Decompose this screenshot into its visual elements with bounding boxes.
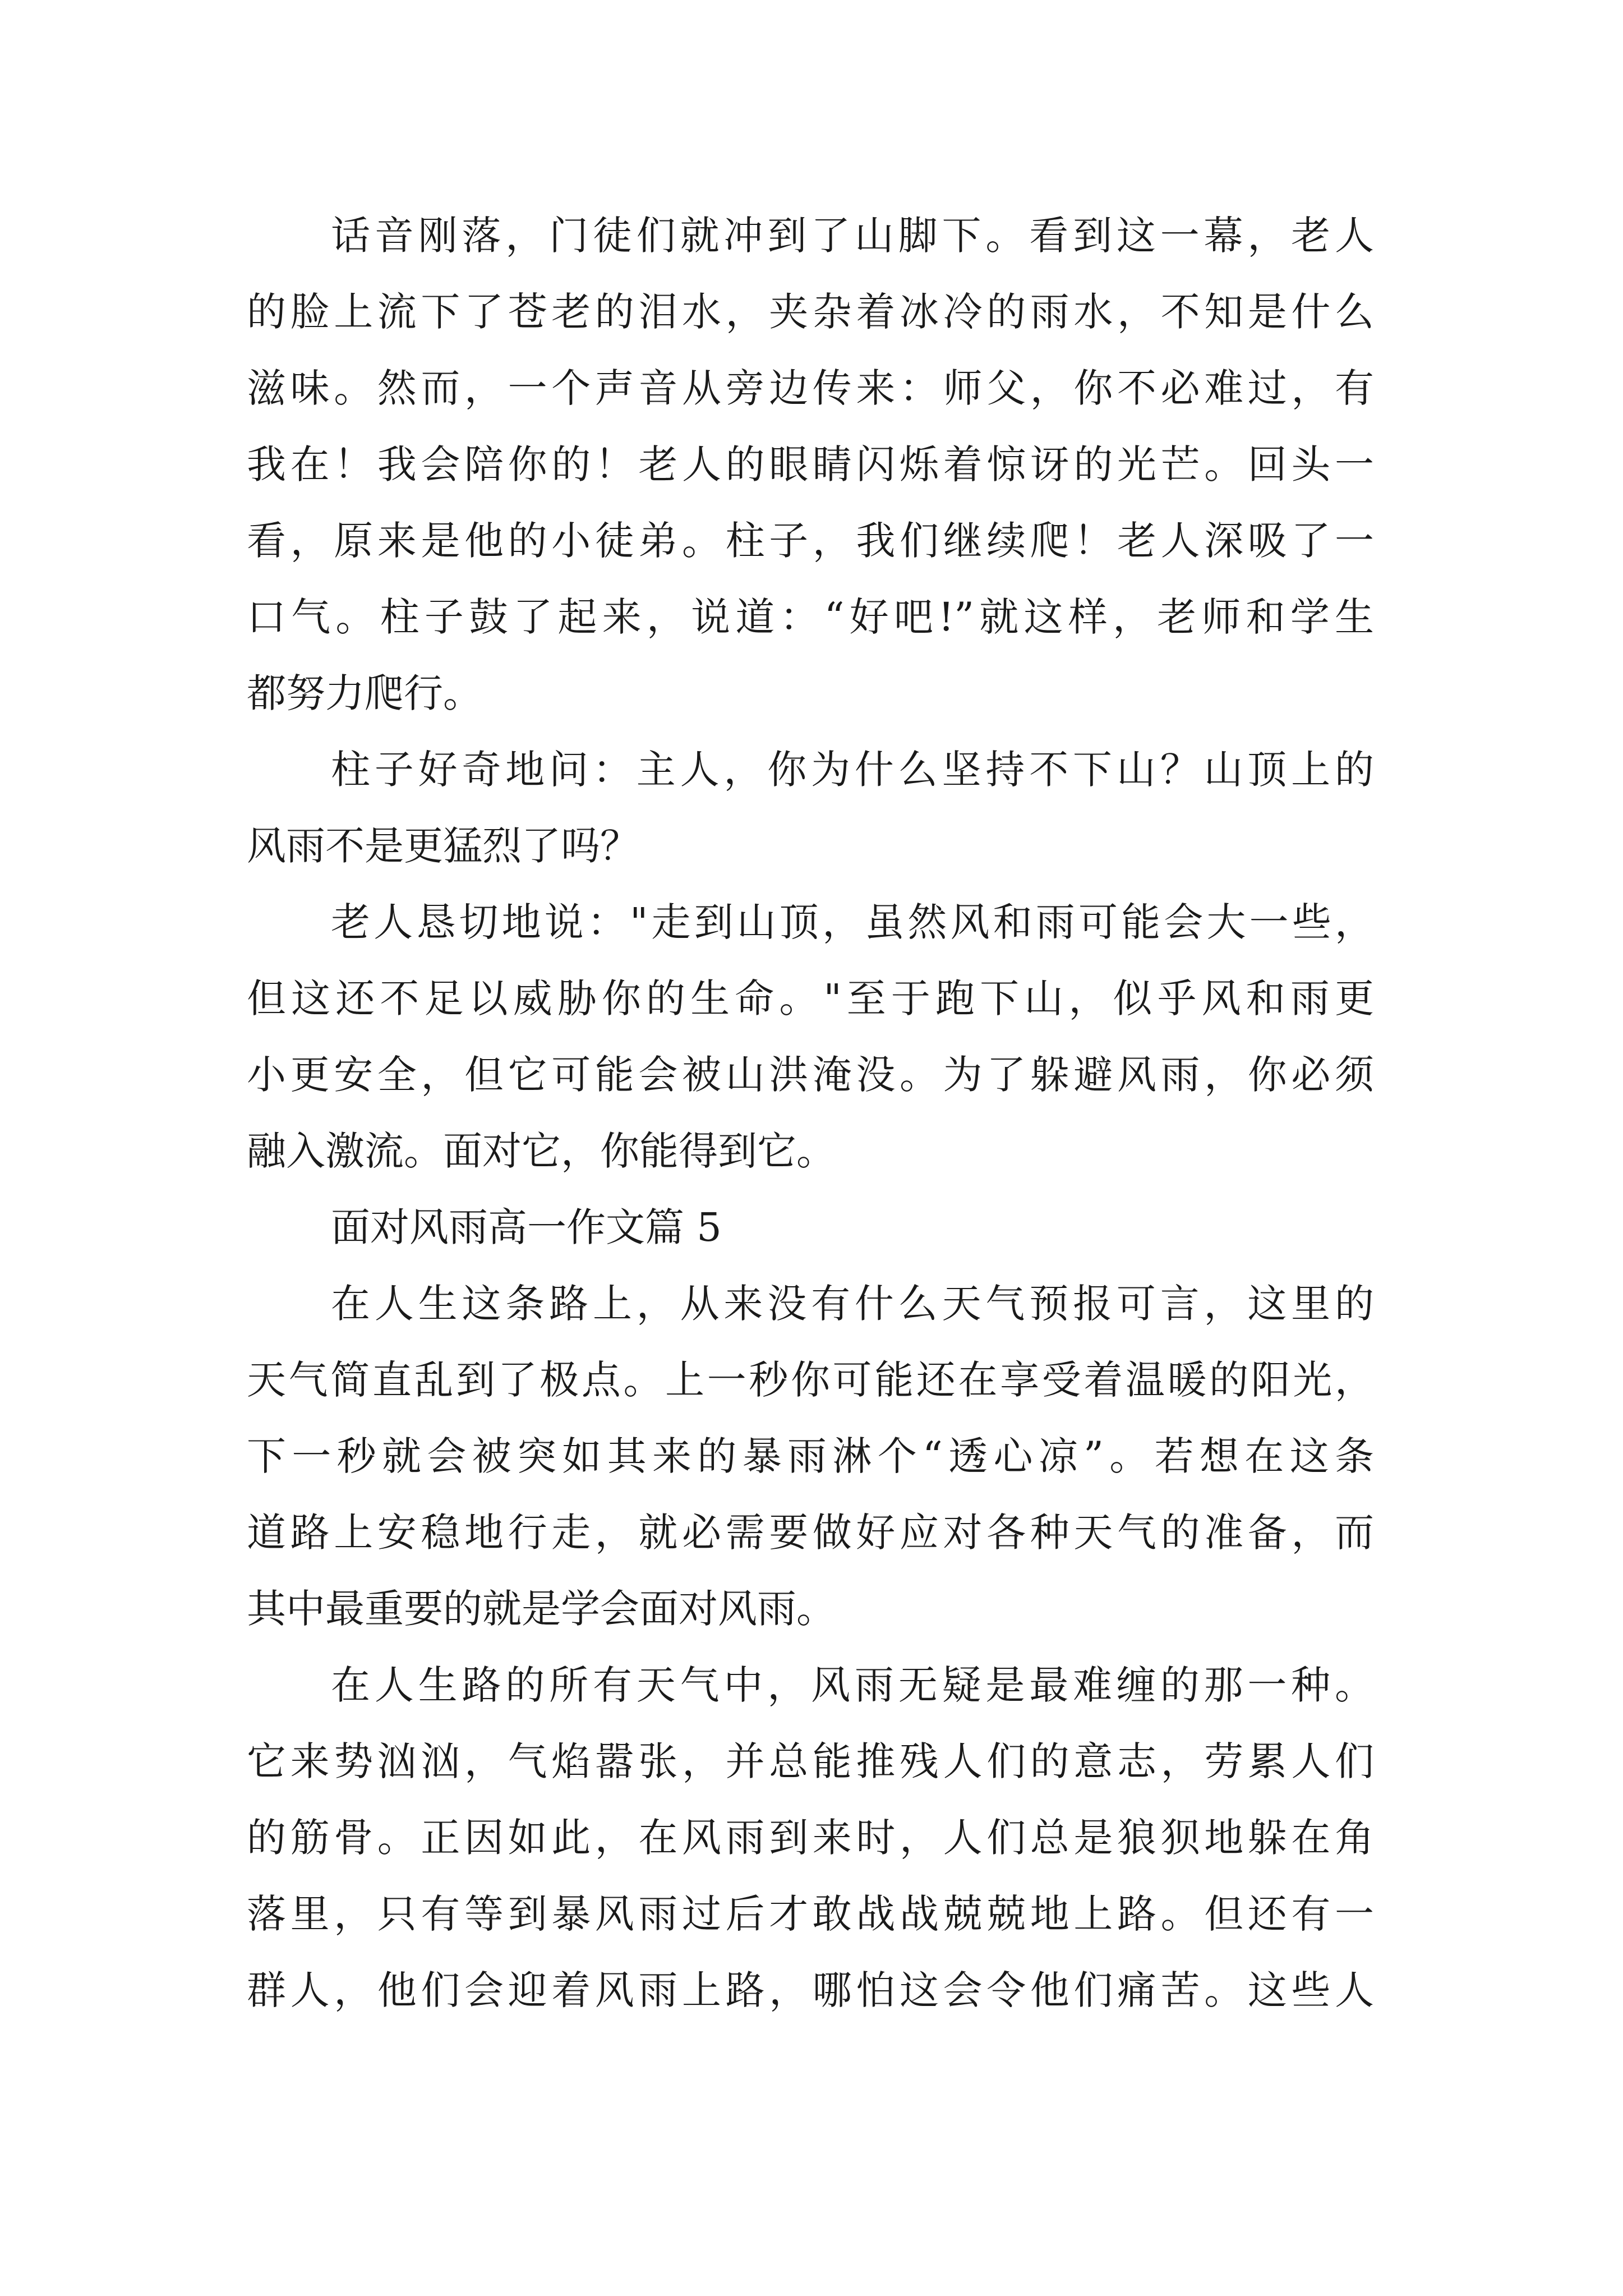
text-line: 天气简直乱到了极点。上一秒你可能还在享受着温暖的阳光， — [247, 1357, 1374, 1403]
text-line: 其中最重要的就是学会面对风雨。 — [247, 1586, 836, 1632]
text-line: 都努力爬行。 — [247, 670, 482, 716]
text-line: 我在！我会陪你的！老人的眼睛闪烁着惊讶的光芒。回头一 — [247, 441, 1374, 487]
text-line: 落里，只有等到暴风雨过后才敢战战兢兢地上路。但还有一 — [247, 1891, 1374, 1937]
text-line: 小更安全，但它可能会被山洪淹没。为了躲避风雨，你必须 — [247, 1052, 1374, 1098]
text-line: 群人，他们会迎着风雨上路，哪怕这会令他们痛苦。这些人 — [247, 1967, 1374, 2013]
text-line: 在人生这条路上，从来没有什么天气预报可言，这里的 — [331, 1281, 1374, 1327]
text-line: 融入激流。面对它，你能得到它。 — [247, 1128, 836, 1174]
text-line: 但这还不足以威胁你的生命。"至于跑下山，似乎风和雨更 — [247, 976, 1374, 1022]
text-line: 下一秒就会被突如其来的暴雨淋个“透心凉”。若想在这条 — [247, 1433, 1374, 1479]
text-line: 柱子好奇地问：主人，你为什么坚持不下山？山顶上的 — [331, 747, 1374, 793]
section-heading: 面对风雨高一作文篇 5 — [331, 1204, 722, 1250]
text-line: 它来势汹汹，气焰嚣张，并总能推残人们的意志，劳累人们 — [247, 1738, 1374, 1784]
text-line: 在人生路的所有天气中，风雨无疑是最难缠的那一种。 — [331, 1662, 1374, 1708]
text-line: 看，原来是他的小徒弟。柱子，我们继续爬！老人深吸了一 — [247, 518, 1374, 564]
text-line: 口气。柱子鼓了起来，说道：“好吧!”就这样，老师和学生 — [247, 594, 1374, 640]
text-line: 的脸上流下了苍老的泪水，夹杂着冰冷的雨水，不知是什么 — [247, 289, 1374, 335]
text-line: 风雨不是更猛烈了吗？ — [247, 823, 639, 869]
text-line: 滋味。然而，一个声音从旁边传来：师父，你不必难过，有 — [247, 365, 1374, 411]
text-line: 的筋骨。正因如此，在风雨到来时，人们总是狼狈地躲在角 — [247, 1815, 1374, 1861]
text-line: 道路上安稳地行走，就必需要做好应对各种天气的准备，而 — [247, 1510, 1374, 1556]
text-line: 话音刚落，门徒们就冲到了山脚下。看到这一幕，老人 — [331, 213, 1374, 259]
text-line: 老人恳切地说："走到山顶，虽然风和雨可能会大一些， — [331, 899, 1374, 945]
